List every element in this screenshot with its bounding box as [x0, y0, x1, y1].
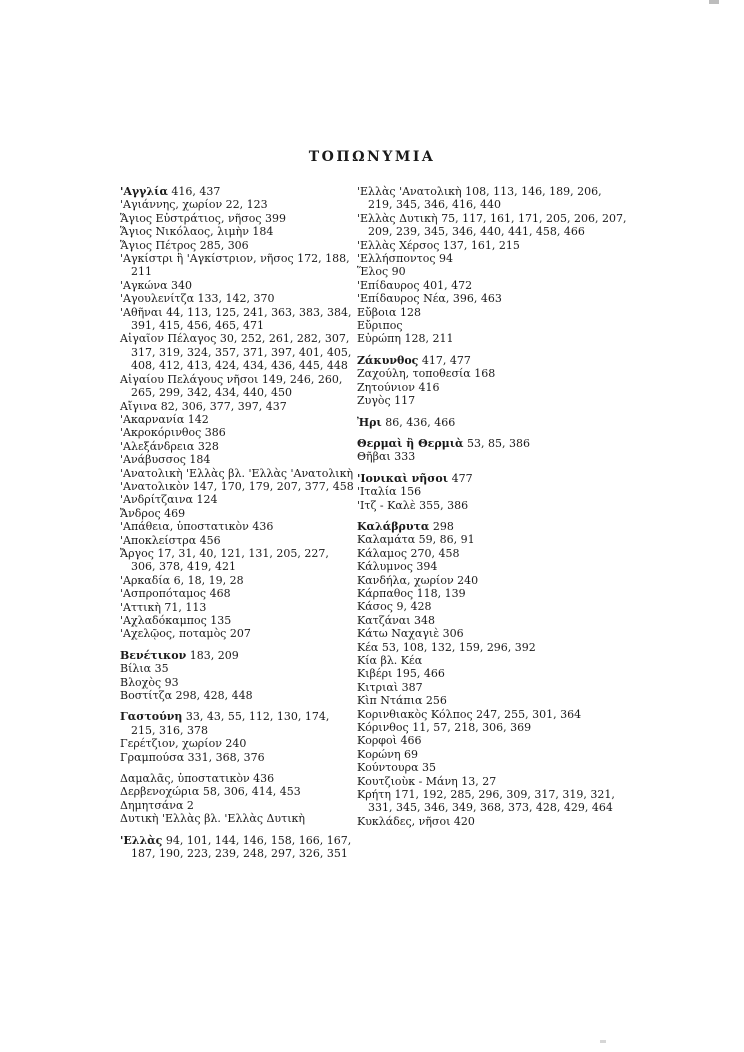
index-entry-pages: 69	[400, 747, 419, 761]
index-entry	[357, 354, 627, 367]
index-entry	[120, 453, 355, 466]
index-entry	[120, 212, 355, 225]
index-entry	[357, 185, 627, 212]
index-entry	[120, 614, 355, 627]
index-entry-pages: 387	[398, 680, 423, 694]
index-entry-term: Ζητούνιον	[357, 380, 415, 394]
index-entry-pages: 53, 85, 386	[463, 436, 530, 450]
index-entry-pages: 108, 113, 146, 189, 206, 219, 345, 346, 416, 440	[368, 185, 602, 212]
index-entry-pages: 147, 170, 179, 207, 377, 458	[189, 479, 354, 493]
index-entry-term: Κὶπ Ντάπια	[357, 694, 423, 708]
index-entry	[357, 761, 627, 774]
index-entry	[357, 654, 627, 667]
page-corner-mark	[709, 0, 719, 4]
index-entry-term: 'Αχελῷος, ποταμὸς	[120, 627, 227, 641]
index-entry	[120, 534, 355, 547]
index-entry-pages: 149, 246, 260, 265, 299, 342, 434, 440, 450	[131, 372, 343, 400]
index-entry-pages: 94	[435, 252, 454, 266]
index-entry	[357, 306, 627, 319]
index-entry	[120, 332, 355, 372]
index-entry	[357, 600, 627, 613]
index-entry	[357, 815, 627, 828]
index-entry-term: Κατζάναι	[357, 613, 411, 627]
index-entry-term: Εὔβοια	[357, 305, 397, 319]
index-entry	[120, 710, 355, 737]
index-entry-pages: 22, 123	[222, 198, 268, 212]
index-entry-term: Ζυγὸς	[357, 394, 391, 408]
index-entry-pages: 285, 306	[196, 238, 249, 252]
index-entry-term: Εὐρώπη	[357, 332, 401, 346]
index-entry-term: Γαστούνη	[120, 710, 183, 724]
index-entry	[120, 440, 355, 453]
index-entry-pages: 128, 211	[400, 332, 454, 346]
index-entry-pages: 207	[226, 627, 251, 641]
index-entry-term: 'Επίδαυρος Νέα,	[357, 292, 450, 306]
index-entry	[120, 649, 355, 662]
index-entry-pages: 240	[453, 573, 479, 587]
index-entry-term: 'Ελλὰς Χέρσος	[357, 238, 440, 252]
index-column-left	[120, 185, 355, 861]
index-entry	[357, 520, 627, 533]
index-entry-term: Κορώνη	[357, 747, 401, 761]
index-entry-pages: 466	[396, 734, 422, 748]
index-entry-pages: 298	[429, 519, 454, 533]
index-entry-term: Βλοχὸς	[120, 675, 162, 689]
index-entry	[120, 279, 355, 292]
index-entry	[357, 394, 627, 407]
index-entry-term: Γραμπούσα	[120, 750, 185, 764]
index-entry-pages: 82, 306, 377, 397, 437	[157, 399, 287, 413]
index-entry-pages: 298, 428, 448	[172, 689, 253, 703]
index-entry-term: Αἴγινα	[120, 399, 158, 413]
index-entry-pages: 71, 113	[160, 600, 207, 614]
index-entry-pages: 184	[185, 453, 211, 467]
page-smudge	[600, 1040, 606, 1043]
index-entry	[357, 614, 627, 627]
index-entry-pages: 53, 108, 132, 159, 296, 392	[378, 640, 536, 654]
index-entry-pages: 183, 209	[186, 648, 239, 662]
index-entry-term: 'Αγουλενίτζα	[120, 292, 194, 306]
index-entry	[357, 450, 627, 463]
index-entry-term: 'Απάθεια, ὑποστατικὸν	[120, 520, 249, 534]
index-entry	[357, 265, 627, 278]
index-entry-pages: 256	[422, 694, 447, 708]
index-entry-term: 'Ανάβυσσος	[120, 453, 186, 467]
index-entry-term: Κία βλ. Κέα	[357, 654, 423, 667]
index-entry	[120, 662, 355, 675]
index-entry	[120, 467, 355, 480]
index-entry	[357, 252, 627, 265]
index-entry-term: Βίλια	[120, 662, 152, 676]
index-entry-term: 'Ανατολικὴ 'Ελλὰς βλ. 'Ελλὰς 'Ανατολικὴ	[120, 466, 354, 480]
index-entry	[120, 413, 355, 426]
index-entry-pages: 184	[248, 225, 274, 239]
index-entry-term: Δημητσάνα	[120, 798, 184, 812]
index-entry-pages: 306	[439, 627, 464, 641]
index-entry	[357, 437, 627, 450]
index-entry-term: Βοστίτζα	[120, 689, 173, 703]
index-entry-term: Δυτικὴ 'Ελλὰς βλ. 'Ελλὰς Δυτικὴ	[120, 812, 305, 826]
index-entry-pages: 420	[450, 814, 475, 828]
index-entry-pages: 128	[396, 305, 421, 319]
index-entry	[357, 212, 627, 239]
index-entry-pages: 396, 463	[449, 292, 502, 306]
index-entry-term: Ἕλος	[357, 265, 389, 279]
index-entry	[357, 788, 627, 815]
index-entry-term: 'Αγκίστρι ἢ 'Αγκίστριον, νῆσος	[120, 252, 294, 266]
index-entry-term: 'Επίδαυρος	[357, 278, 420, 292]
index-entry	[357, 574, 627, 587]
index-entry-pages: 401, 472	[419, 278, 473, 292]
index-entry-pages: 124	[192, 493, 218, 507]
index-entry-term: Κιτριαὶ	[357, 680, 399, 694]
index-entry	[357, 472, 627, 485]
index-entry-term: 'Ελλὰς	[120, 833, 163, 847]
index-entry-term: Δαμαλᾶς, ὑποστατικὸν	[120, 772, 250, 786]
index-entry-pages: 133, 142, 370	[194, 292, 275, 306]
index-entry-pages: 13, 27	[457, 774, 497, 788]
index-entry-pages: 195, 466	[392, 667, 445, 681]
index-entry	[357, 667, 627, 680]
index-entry-term: Κάλαμος	[357, 546, 407, 560]
index-entry	[120, 785, 355, 798]
index-entry-term: Αἰγαίου Πελάγους νῆσοι	[120, 372, 259, 386]
index-entry-term: Γερέτζιον, χωρίον	[120, 737, 222, 751]
index-entry-pages: 386	[201, 426, 226, 440]
index-entry	[120, 751, 355, 764]
index-entry-term: 'Ελλὰς 'Ανατολικὴ	[357, 185, 462, 198]
index-entry	[357, 694, 627, 707]
index-entry-term: Κιβέρι	[357, 667, 393, 681]
index-entry-term: 'Ελλὰς Δυτικὴ	[357, 211, 438, 225]
index-entry-pages: 6, 18, 19, 28	[170, 573, 244, 587]
index-entry-pages: 477	[448, 471, 473, 485]
index-entry-term: 'Αττικὴ	[120, 600, 161, 614]
index-entry	[357, 708, 627, 721]
index-entry-pages: 355, 386	[415, 498, 469, 512]
index-entry-term: 'Ακροκόρινθος	[120, 426, 202, 440]
index-entry	[357, 748, 627, 761]
index-entry	[357, 367, 627, 380]
index-entry	[120, 239, 355, 252]
index-entry	[120, 676, 355, 689]
index-entry	[357, 499, 627, 512]
index-entry-pages: 399	[261, 211, 287, 225]
index-entry-term: Εὔριπος	[357, 319, 403, 333]
index-entry-term: 'Ανατολικὸν	[120, 479, 190, 493]
index-entry-term: Ζαχούλη, τοποθεσία	[357, 367, 471, 381]
index-entry	[120, 812, 355, 825]
index-entry-pages: 333	[390, 450, 416, 464]
index-entry-pages: 436	[248, 520, 274, 534]
index-entry-term: Κορινθιακὸς Κόλπος	[357, 707, 473, 721]
index-entry	[120, 480, 355, 493]
index-entry-pages: 11, 57, 218, 306, 369	[408, 721, 532, 735]
index-entry-term: Θῆβαι	[357, 450, 391, 464]
index-entry-pages: 35	[151, 662, 169, 676]
index-entry-term: 'Αγκώνα	[120, 278, 168, 292]
index-entry-term: 'Αγγλία	[120, 185, 168, 198]
index-entry-pages: 270, 458	[406, 546, 460, 560]
index-entry-pages: 9, 428	[392, 600, 432, 614]
index-entry-term: Κόρινθος	[357, 721, 409, 735]
index-entry	[120, 373, 355, 400]
index-entry-term: 'Αχλαδόκαμπος	[120, 614, 207, 627]
index-entry-pages: 348	[410, 613, 436, 627]
index-entry	[357, 279, 627, 292]
index-entry	[357, 721, 627, 734]
index-entry	[120, 292, 355, 305]
index-entry	[357, 381, 627, 394]
index-entry-pages: 469	[160, 506, 186, 520]
index-entry	[120, 198, 355, 211]
index-entry-term: Καλαμάτα	[357, 533, 416, 547]
index-entry-term: 'Αρκαδία	[120, 573, 171, 587]
index-entry-term: 'Ελλήσποντος	[357, 252, 436, 266]
index-entry-pages: 331, 368, 376	[184, 750, 265, 764]
index-entry	[120, 799, 355, 812]
index-entry-term: Κουτζιοὺκ - Μάνη	[357, 774, 458, 788]
index-entry-pages: 328	[194, 439, 219, 453]
index-entry	[357, 332, 627, 345]
index-entry-pages: 86, 436, 466	[381, 415, 456, 429]
index-entry-pages: 340	[167, 278, 193, 292]
index-entry	[357, 587, 627, 600]
index-entry-pages: 171, 192, 285, 296, 309, 317, 319, 321, 331, 345, 346, 349, 368, 373, 428, 429, 464	[368, 788, 615, 815]
index-entry-term: Κανδήλα, χωρίον	[357, 573, 454, 587]
index-entry	[120, 601, 355, 614]
index-entry-pages: 75, 117, 161, 171, 205, 206, 207, 209, 239, 345, 346, 440, 441, 458, 466	[368, 211, 627, 239]
index-entry	[357, 485, 627, 498]
index-entry-pages: 2	[183, 798, 194, 812]
index-entry-term: 'Ανδρίτζαινα	[120, 493, 193, 507]
index-entry-term: Κάτω Ναχαγιὲ	[357, 627, 440, 641]
page-title: ΤΟΠΩΝΥΜΙΑ	[308, 149, 436, 165]
index-entry-pages: 90	[388, 265, 406, 279]
index-entry-pages: 59, 86, 91	[415, 533, 475, 547]
index-entry-term: Κυκλάδες, νῆσοι	[357, 814, 451, 828]
index-entry	[357, 560, 627, 573]
index-column-right	[357, 185, 627, 828]
index-entry-pages: 17, 31, 40, 121, 131, 205, 227, 306, 378, 419, 421	[131, 546, 329, 574]
index-entry	[357, 416, 627, 429]
index-entry-term: Κάλυμνος	[357, 560, 413, 574]
index-entry	[120, 507, 355, 520]
index-entry	[120, 185, 355, 198]
index-entry-term: Δερβενοχώρια	[120, 785, 200, 799]
index-entry	[120, 834, 355, 861]
index-entry-term: 'Αγιάννης, χωρίον	[120, 198, 223, 212]
index-entry	[120, 772, 355, 785]
index-entry-pages: 30, 252, 261, 282, 307, 317, 319, 324, 357, 371, 397, 401, 405, 408, 412, 413, 424, 434, 436, 445, 448	[131, 332, 352, 373]
index-entry-term: Ἅγιος Εὐστράτιος, νῆσος	[120, 211, 262, 225]
index-entry	[357, 239, 627, 252]
index-entry-term: Ἄργος	[120, 546, 154, 560]
index-entry-pages: 468	[206, 587, 231, 601]
index-entry	[120, 306, 355, 333]
index-entry	[120, 689, 355, 702]
index-entry	[120, 587, 355, 600]
index-entry-term: 'Ακαρνανία	[120, 412, 185, 426]
index-entry-pages: 436	[249, 772, 275, 786]
index-entry-pages: 93	[161, 675, 179, 689]
index-entry-pages: 247, 255, 301, 364	[472, 707, 582, 721]
index-entry	[357, 734, 627, 747]
index-entry-term: Καλάβρυτα	[357, 519, 430, 533]
index-entry-pages: 94, 101, 144, 146, 158, 166, 167, 187, 190, 223, 239, 248, 297, 326, 351	[131, 833, 352, 861]
index-entry-pages: 118, 139	[413, 586, 466, 600]
index-entry-term: Κέα	[357, 640, 379, 654]
index-entry-term: 'Ασπροπόταμος	[120, 587, 207, 601]
index-entry	[357, 319, 627, 332]
index-entry-pages: 135	[206, 614, 232, 627]
index-entry-term: Αἰγαῖον Πέλαγος	[120, 332, 217, 346]
index-entry-pages: 33, 43, 55, 112, 130, 174, 215, 316, 378	[131, 710, 330, 737]
index-entry-term: 'Αθῆναι	[120, 305, 163, 319]
index-entry-pages: 168	[470, 367, 496, 381]
index-entry-pages: 172, 188, 211	[131, 252, 350, 279]
index-entry-pages: 117	[390, 394, 416, 408]
index-entry-term: Ἠρι	[357, 415, 382, 429]
index-entry	[120, 737, 355, 750]
index-entry-term: 'Ιονικαὶ νῆσοι	[357, 471, 449, 485]
index-entry-term: Ἅγιος Πέτρος	[120, 238, 197, 252]
index-entry-pages: 416, 437	[167, 185, 221, 198]
index-entry	[357, 775, 627, 788]
index-entry-term: Κούντουρα	[357, 761, 419, 775]
index-entry-term: Κρήτη	[357, 788, 391, 802]
index-entry	[357, 292, 627, 305]
index-entry	[120, 574, 355, 587]
index-entry-term: 'Αποκλείστρα	[120, 533, 197, 547]
index-entry	[357, 547, 627, 560]
index-entry-pages: 416	[414, 380, 440, 394]
index-entry-term: Ζάκυνθος	[357, 353, 419, 367]
index-entry-pages: 137, 161, 215	[439, 238, 520, 252]
index-entry	[120, 547, 355, 574]
index-entry-term: 'Ιταλία	[357, 485, 397, 499]
index-entry	[357, 533, 627, 546]
index-entry	[120, 520, 355, 533]
index-entry	[357, 641, 627, 654]
index-entry	[357, 627, 627, 640]
index-entry-pages: 35	[418, 761, 437, 775]
index-entry	[120, 252, 355, 279]
index-entry-pages: 142	[184, 412, 209, 426]
index-entry-term: Κάρπαθος	[357, 586, 414, 600]
index-entry-pages: 58, 306, 414, 453	[199, 785, 301, 799]
index-entry-term: Κορφοὶ	[357, 734, 397, 748]
index-entry	[120, 426, 355, 439]
index-entry	[357, 681, 627, 694]
index-entry	[120, 400, 355, 413]
index-entry-pages: 240	[221, 737, 247, 751]
index-entry	[120, 627, 355, 640]
index-entry-term: Θερμαὶ ἢ Θερμιὰ	[357, 436, 464, 450]
index-entry	[120, 493, 355, 506]
index-entry-pages: 456	[196, 533, 221, 547]
index-entry-pages: 394	[412, 560, 438, 574]
index-entry-term: Ἅγιος Νικόλαος, λιμὴν	[120, 225, 249, 239]
index-entry-term: 'Αλεξάνδρεια	[120, 439, 195, 453]
index-entry-pages: 417, 477	[418, 353, 471, 367]
index-entry	[120, 225, 355, 238]
index-entry-term: Βενέτικον	[120, 648, 187, 662]
index-entry-pages: 44, 113, 125, 241, 363, 383, 384, 391, 415, 456, 465, 471	[131, 305, 352, 333]
index-entry-term: Κάσος	[357, 600, 393, 614]
index-entry-term: 'Ιτζ - Καλὲ	[357, 498, 416, 512]
index-entry-pages: 156	[396, 485, 422, 499]
index-entry-term: Ἄνδρος	[120, 506, 161, 520]
